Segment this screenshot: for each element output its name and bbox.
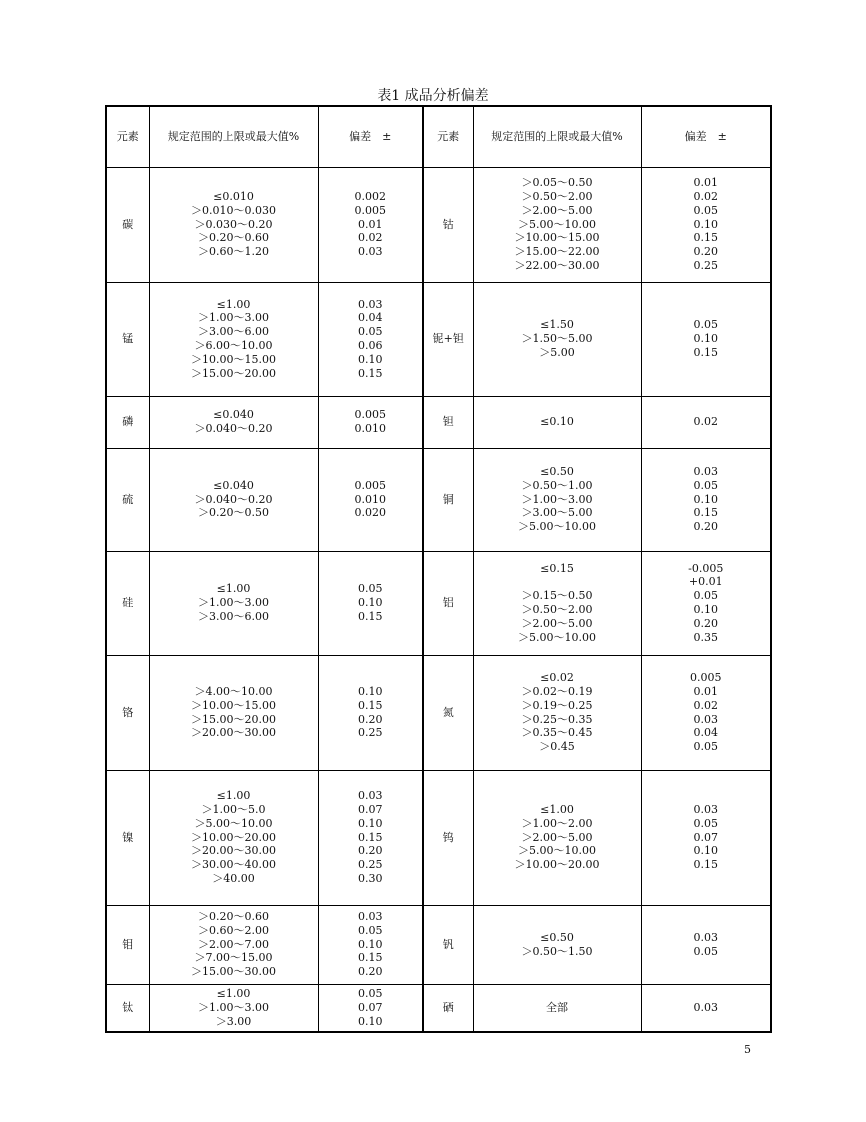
deviation-value: 0.07 <box>358 803 383 816</box>
deviation-value: 0.25 <box>358 726 383 740</box>
deviation-value: 0.10 <box>693 332 718 346</box>
range-value: ＞15.00～20.00 <box>191 366 276 380</box>
table-caption: 表1 成品分析偏差 <box>377 88 489 104</box>
deviation-value: 0.10 <box>358 816 383 830</box>
range-value: ＞0.010～0.030 <box>191 203 276 217</box>
deviation-value: 0.02 <box>358 231 383 245</box>
deviation-value: 0.05 <box>358 325 383 339</box>
element-cell: 钼 <box>106 905 149 984</box>
element-cell: 硒 <box>423 984 473 1032</box>
table-row <box>106 551 771 655</box>
table-row <box>106 167 771 282</box>
range-value: ＞0.50～1.00 <box>521 478 593 492</box>
range-value: ＞1.50～5.00 <box>521 332 593 346</box>
deviation-cell <box>318 770 423 905</box>
range-cell <box>149 655 318 770</box>
deviation-value: 0.02 <box>693 698 718 712</box>
deviation-value: 0.04 <box>693 726 718 740</box>
deviation-value: 0.03 <box>358 297 383 311</box>
deviation-value: 0.15 <box>693 858 718 872</box>
range-value: ＞0.50～2.00 <box>521 190 593 203</box>
range-value: ＞0.50～1.50 <box>521 944 593 958</box>
deviation-cell <box>641 448 771 551</box>
range-value: ＞3.00～6.00 <box>198 609 269 623</box>
deviation-value: -0.005 <box>688 561 724 575</box>
deviation-value: 0.07 <box>693 830 718 844</box>
range-cell <box>473 282 641 396</box>
deviation-value: 0.03 <box>693 930 718 944</box>
range-value: ＞0.50～2.00 <box>521 603 593 616</box>
deviation-value: 0.10 <box>358 596 383 610</box>
table-row <box>106 984 771 1032</box>
range-value: ＞1.00～5.0 <box>201 803 266 816</box>
deviation-cell <box>641 396 771 448</box>
header-element: 元素 <box>106 106 149 167</box>
deviation-value: 0.05 <box>693 203 718 217</box>
deviation-value: 0.20 <box>358 712 383 726</box>
range-value: ＞2.00～7.00 <box>198 937 269 951</box>
range-value: ≤0.15 <box>540 561 574 575</box>
deviation-value: 0.07 <box>358 1000 383 1014</box>
deviation-cell <box>641 770 771 905</box>
range-cell <box>149 448 318 551</box>
deviation-cell <box>641 984 771 1032</box>
deviation-value: 0.10 <box>358 1014 383 1028</box>
deviation-value: 0.03 <box>358 910 383 923</box>
range-value: ＞0.20～0.60 <box>198 231 269 245</box>
deviation-value: 0.15 <box>358 609 383 623</box>
range-value: ＞0.19～0.25 <box>521 698 593 712</box>
range-value: ≤1.00 <box>216 789 251 803</box>
range-value: ＞2.00～5.00 <box>521 203 593 217</box>
range-value: ＞5.00～10.00 <box>518 520 596 534</box>
deviation-cell <box>641 167 771 282</box>
deviation-value: 0.10 <box>358 352 383 366</box>
deviation-value: 0.005 <box>690 671 722 685</box>
header-range: 规定范围的上限或最大值% <box>149 106 318 167</box>
range-cell <box>473 984 641 1032</box>
table-row <box>106 905 771 984</box>
deviation-value: 0.05 <box>693 740 718 754</box>
range-value: ＞10.00～15.00 <box>191 698 276 712</box>
range-value: ＞0.05～0.50 <box>521 176 593 190</box>
range-value: ≤0.50 <box>540 465 574 478</box>
deviation-value: 0.20 <box>358 844 383 858</box>
range-value: ＞2.00～5.00 <box>521 616 593 630</box>
deviation-value: 0.15 <box>358 951 383 965</box>
range-value: ＞4.00～10.00 <box>194 684 273 698</box>
deviation-value: 0.15 <box>358 366 383 380</box>
deviation-value: 0.05 <box>693 478 718 492</box>
table-row <box>106 282 771 396</box>
range-cell <box>473 551 641 655</box>
range-value: ≤0.02 <box>540 671 574 685</box>
range-value: ＞0.35～0.45 <box>521 726 593 740</box>
deviation-value: 0.10 <box>693 603 718 616</box>
range-cell <box>473 770 641 905</box>
range-value: ＞0.040～0.20 <box>194 422 273 435</box>
deviation-value: 0.01 <box>358 217 383 231</box>
deviation-value: 0.03 <box>358 789 383 803</box>
deviation-value: 0.01 <box>693 684 718 698</box>
header-row <box>106 106 771 167</box>
deviation-value: 0.05 <box>358 987 383 1001</box>
range-value: ＞3.00 <box>215 1014 252 1028</box>
range-value: ＞10.00～15.00 <box>514 231 600 245</box>
deviation-value: 0.04 <box>358 311 383 325</box>
range-value: ＞5.00～10.00 <box>518 630 596 644</box>
deviation-cell <box>318 655 423 770</box>
deviation-value: 0.20 <box>693 245 718 259</box>
deviation-cell <box>641 551 771 655</box>
deviation-value: 0.01 <box>693 176 718 190</box>
range-value: ≤1.00 <box>216 582 251 596</box>
header-element-2: 元素 <box>423 106 473 167</box>
range-value: ＞10.00～20.00 <box>514 858 600 872</box>
range-cell <box>149 167 318 282</box>
range-value: ＞2.00～5.00 <box>521 830 593 844</box>
element-cell: 钨 <box>423 770 473 905</box>
range-cell <box>149 905 318 984</box>
header-deviation-2: 偏差 ± <box>641 106 771 167</box>
deviation-value: 0.002 <box>354 190 386 203</box>
range-value: 全部 <box>546 1000 568 1014</box>
range-value: ＞10.00～20.00 <box>191 830 276 844</box>
deviation-value: 0.010 <box>354 492 386 506</box>
deviation-value: 0.05 <box>358 582 383 596</box>
range-value: ＞0.030～0.20 <box>194 217 273 231</box>
deviation-cell <box>641 905 771 984</box>
deviation-value: 0.02 <box>693 190 718 203</box>
range-value: ＞0.60～1.20 <box>198 245 269 259</box>
range-value: ＞30.00～40.00 <box>191 858 276 872</box>
deviation-table <box>105 105 772 1033</box>
header-range-2: 规定范围的上限或最大值% <box>473 106 641 167</box>
range-value: ＞6.00～10.00 <box>194 339 273 352</box>
deviation-value: 0.15 <box>693 231 718 245</box>
element-cell: 铝 <box>423 551 473 655</box>
deviation-value: 0.005 <box>354 408 386 422</box>
deviation-value: 0.03 <box>693 712 718 726</box>
range-value: ＞20.00～30.00 <box>191 726 276 740</box>
range-value: ＞1.00～3.00 <box>198 311 269 325</box>
range-cell <box>473 167 641 282</box>
deviation-value: 0.15 <box>693 506 718 520</box>
deviation-value: 0.05 <box>693 816 718 830</box>
range-cell <box>149 396 318 448</box>
deviation-value: 0.05 <box>358 923 383 937</box>
range-value: ＞1.00～3.00 <box>198 1000 269 1014</box>
range-value: ＞7.00～15.00 <box>194 951 273 965</box>
deviation-value: 0.03 <box>693 1000 718 1014</box>
range-value: ＞3.00～6.00 <box>198 325 269 339</box>
table-row <box>106 448 771 551</box>
deviation-value: 0.06 <box>358 339 383 352</box>
range-value: ＞5.00～10.00 <box>194 816 273 830</box>
range-value: ＞1.00～3.00 <box>521 492 593 506</box>
range-value: ＞0.60～2.00 <box>198 923 269 937</box>
deviation-value: 0.20 <box>358 965 383 979</box>
header-deviation: 偏差 ± <box>318 106 423 167</box>
range-cell <box>149 770 318 905</box>
deviation-value: 0.15 <box>358 698 383 712</box>
deviation-value: 0.10 <box>358 684 383 698</box>
range-value: ＞22.00～30.00 <box>514 258 600 272</box>
range-value: ≤0.010 <box>213 190 254 203</box>
deviation-value: 0.03 <box>693 465 718 478</box>
range-value: ＞15.00～30.00 <box>191 965 276 979</box>
deviation-cell <box>318 448 423 551</box>
range-value: ＞0.20～0.50 <box>198 506 269 520</box>
deviation-value: 0.05 <box>693 318 718 332</box>
range-value: ≤1.00 <box>540 803 574 816</box>
range-value: ＞0.15～0.50 <box>521 589 593 603</box>
range-cell <box>149 551 318 655</box>
table-row <box>106 655 771 770</box>
deviation-value: +0.01 <box>688 575 723 589</box>
range-cell <box>473 655 641 770</box>
page-number: 5 <box>744 1043 751 1056</box>
range-cell <box>473 905 641 984</box>
deviation-value: 0.005 <box>354 203 386 217</box>
element-cell: 镍 <box>106 770 149 905</box>
range-value: ＞5.00 <box>539 345 575 359</box>
range-value: ＞0.040～0.20 <box>194 492 273 506</box>
deviation-value: 0.020 <box>354 506 386 520</box>
range-value: ＞40.00 <box>212 871 255 885</box>
deviation-cell <box>318 282 423 396</box>
range-cell <box>473 448 641 551</box>
table-row <box>106 770 771 905</box>
range-value: ≤0.040 <box>213 408 254 422</box>
range-value: ＞0.20～0.60 <box>198 910 269 923</box>
deviation-value: 0.20 <box>693 520 718 534</box>
element-cell: 硅 <box>106 551 149 655</box>
deviation-value: 0.10 <box>693 217 718 231</box>
deviation-cell <box>641 282 771 396</box>
element-cell: 磷 <box>106 396 149 448</box>
element-cell: 氮 <box>423 655 473 770</box>
range-value: ≤1.00 <box>216 987 251 1001</box>
element-cell: 钒 <box>423 905 473 984</box>
deviation-cell <box>318 551 423 655</box>
element-cell: 钽 <box>423 396 473 448</box>
element-cell: 硫 <box>106 448 149 551</box>
range-value: ≤0.040 <box>213 478 254 492</box>
element-cell: 钛 <box>106 984 149 1032</box>
range-value: ＞15.00～20.00 <box>191 712 276 726</box>
range-value: ＞5.00～10.00 <box>518 217 596 231</box>
deviation-cell <box>318 984 423 1032</box>
deviation-value: 0.15 <box>358 830 383 844</box>
deviation-value: 0.15 <box>693 345 718 359</box>
range-value: ＞1.00～2.00 <box>521 816 593 830</box>
deviation-value: 0.10 <box>693 844 718 858</box>
deviation-cell <box>318 167 423 282</box>
range-value: ≤0.10 <box>540 415 574 429</box>
deviation-value: 0.20 <box>693 616 718 630</box>
range-value: ＞0.25～0.35 <box>521 712 593 726</box>
element-cell: 钴 <box>423 167 473 282</box>
element-cell: 铬 <box>106 655 149 770</box>
deviation-value: 0.05 <box>693 944 718 958</box>
range-value: ＞1.00～3.00 <box>198 596 269 610</box>
deviation-value: 0.02 <box>693 415 718 429</box>
deviation-value: 0.35 <box>693 630 718 644</box>
range-value: ＞3.00～5.00 <box>521 506 593 520</box>
deviation-value: 0.03 <box>693 803 718 816</box>
range-cell <box>473 396 641 448</box>
range-value: ＞15.00～22.00 <box>514 245 600 259</box>
deviation-value: 0.10 <box>693 492 718 506</box>
table-row <box>106 396 771 448</box>
deviation-value: 0.25 <box>693 258 718 272</box>
element-cell: 碳 <box>106 167 149 282</box>
element-cell: 铜 <box>423 448 473 551</box>
range-value: ≤1.50 <box>540 318 574 332</box>
deviation-value: 0.05 <box>693 589 718 603</box>
element-cell: 锰 <box>106 282 149 396</box>
deviation-cell <box>641 655 771 770</box>
range-value: ＞20.00～30.00 <box>191 844 276 858</box>
deviation-value: 0.30 <box>358 871 383 885</box>
deviation-value: 0.25 <box>358 858 383 872</box>
range-value <box>474 575 641 589</box>
range-cell <box>149 282 318 396</box>
element-cell: 铌+钽 <box>423 282 473 396</box>
range-value: ≤1.00 <box>216 297 251 311</box>
deviation-value: 0.010 <box>354 422 386 435</box>
range-value: ＞0.45 <box>539 740 575 754</box>
range-value: ≤0.50 <box>540 930 574 944</box>
range-cell <box>149 984 318 1032</box>
deviation-cell <box>318 905 423 984</box>
range-value: ＞0.02～0.19 <box>521 684 593 698</box>
deviation-cell <box>318 396 423 448</box>
range-value: ＞5.00～10.00 <box>518 844 596 858</box>
deviation-value: 0.005 <box>354 478 386 492</box>
deviation-value: 0.10 <box>358 937 383 951</box>
range-value: ＞10.00～15.00 <box>191 352 276 366</box>
deviation-value: 0.03 <box>358 245 383 259</box>
